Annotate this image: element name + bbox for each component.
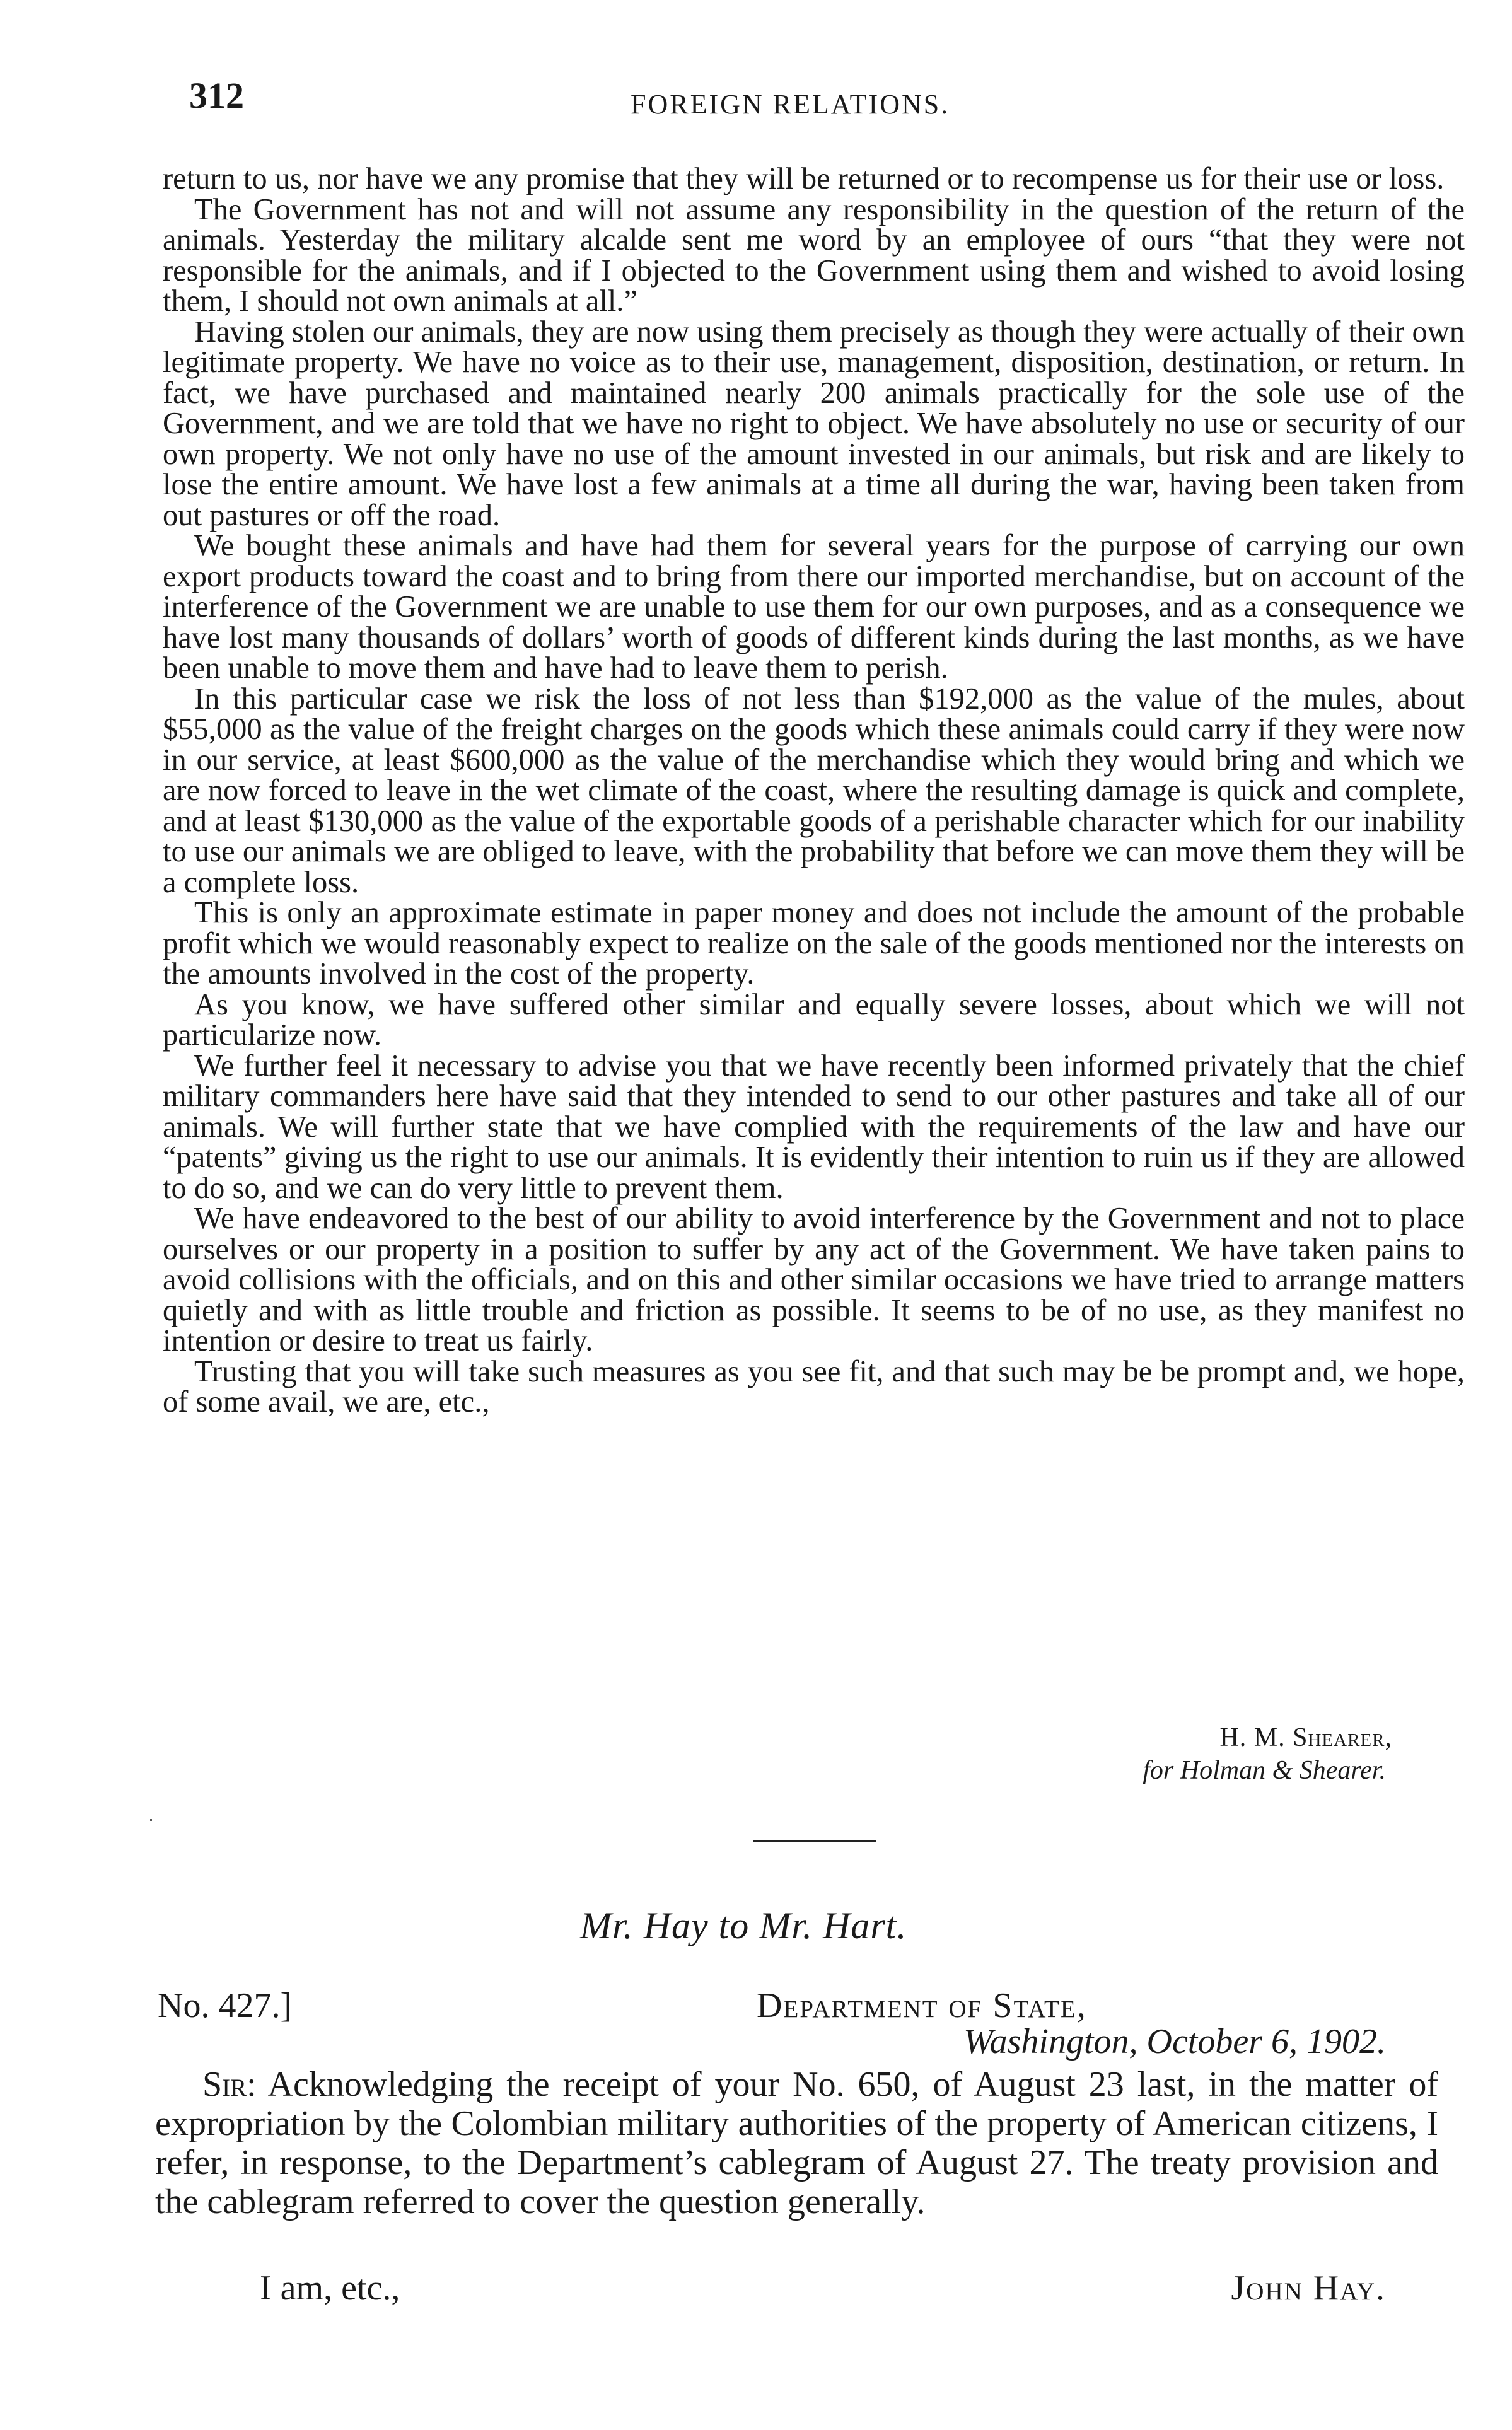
section-divider xyxy=(753,1840,876,1842)
document-number: No. 427.] xyxy=(158,1986,293,2025)
signature-block xyxy=(1143,1721,1392,1787)
running-title: FOREIGN RELATIONS. xyxy=(631,89,950,120)
signature-firm: for Holman & Shearer. xyxy=(1143,1756,1386,1785)
body-paragraph: We bought these animals and have had them for several years for the purpose of carrying our own export products toward the coast and to bring from there our imported merchandise, but on account of the interference of the Government we are unable to use them for our own purposes, and as a consequence we have lost many thousands of dollars’ worth of goods of different kinds during the last months, as we have been unable to move them and have had to leave them to perish. xyxy=(163,529,1465,685)
letter-date: Washington, October 6, 1902. xyxy=(963,2022,1386,2061)
body-paragraph: We further feel it necessary to advise you that we have recently been informed privately that the chief military commanders here have said that they intended to send to our other pastures and take all of our animals. We will further state that we have complied with the requirements of the law and have our “patents” giving us the right to use our animals. It is evidently their intention to ruin us if they are allowed to do so, and we can do very little to prevent them. xyxy=(163,1049,1465,1205)
letter-body-text xyxy=(163,164,1465,1418)
second-letter-paragraph xyxy=(155,2065,1438,2221)
body-paragraph: Having stolen our animals, they are now using them precisely as though they were actually of their own legitimate property. We have no voice as to their use, management, disposition, destination, or return. In fact, we have purchased and maintained nearly 200 animals practically for the sole use of the Government, and we are told that we have no right to object. We have absolutely no use or security of our own property. We not only have no use of the amount invested in our animals, but risk and are likely to lose the entire amount. We have lost a few animals at a time all during the war, having been taken from out pastures or off the road. xyxy=(163,315,1465,532)
letter-title: Mr. Hay to Mr. Hart. xyxy=(580,1905,907,1946)
body-paragraph: In this particular case we risk the loss of not less than $192,000 as the value of the mules, about $55,000 as the value of the freight charges on the goods which these animals could carry if they were now in our service, at least $600,000 as the value of the merchandise which they would bring and which we are now forced to leave in the wet climate of the coast, where the resulting damage is quick and complete, and at least $130,000 as the value of the exportable goods of a perishable character which for our inability to use our animals we are obliged to leave, with the probability that before we can move them they will be a complete loss. xyxy=(163,682,1465,899)
body-paragraph: return to us, nor have we any promise that they will be returned or to recompense us for their use or loss. xyxy=(163,162,1445,195)
second-letter-text: Acknowledging the receipt of your No. 650, of August 23 last, in the matter of expropriation by the Colombian military authorities of the property of American citizens, I refer, in response, to the Department’s cablegram of August 27. The treaty provision and the cablegram referred to cover the question generally. xyxy=(155,2065,1438,2221)
closing: I am, etc., xyxy=(260,2269,400,2308)
body-paragraph: Trusting that you will take such measures as you see fit, and that such may be be prompt and, we hope, of some avail, we are, etc., xyxy=(163,1354,1465,1419)
signer-name: John Hay. xyxy=(1231,2269,1386,2308)
department-heading: Department of State, xyxy=(757,1986,1087,2025)
second-letter-body xyxy=(155,2065,1438,2221)
stray-mark xyxy=(150,1819,152,1821)
body-paragraph: As you know, we have suffered other similar and equally severe losses, about which we will not particularize now. xyxy=(163,987,1465,1052)
page-number: 312 xyxy=(189,75,244,116)
signature-name: H. M. Shearer, xyxy=(1219,1723,1392,1752)
body-paragraph: We have endeavored to the best of our ability to avoid interference by the Government and not to place ourselves or our property in a position to suffer by any act of the Government. We have taken pains to avoid collisions with the officials, and on this and other similar occasions we have tried to arrange matters quietly and with as little trouble and friction as possible. It seems to be of no use, as they manifest no intention or desire to treat us fairly. xyxy=(163,1202,1465,1357)
body-paragraph: This is only an approximate estimate in paper money and does not include the amount of the probable profit which we would reasonably expect to realize on the sale of the goods mentioned nor the interests on the amounts involved in the cost of the property. xyxy=(163,896,1465,991)
body-paragraph: The Government has not and will not assume any responsibility in the question of the return of the animals. Yesterday the military alcalde sent me word by an employee of ours “that they were not responsible for the animals, and if I objected to the Government using them and wished to avoid losing them, I should not own animals at all.” xyxy=(163,192,1465,318)
salutation: Sir: xyxy=(202,2065,257,2104)
